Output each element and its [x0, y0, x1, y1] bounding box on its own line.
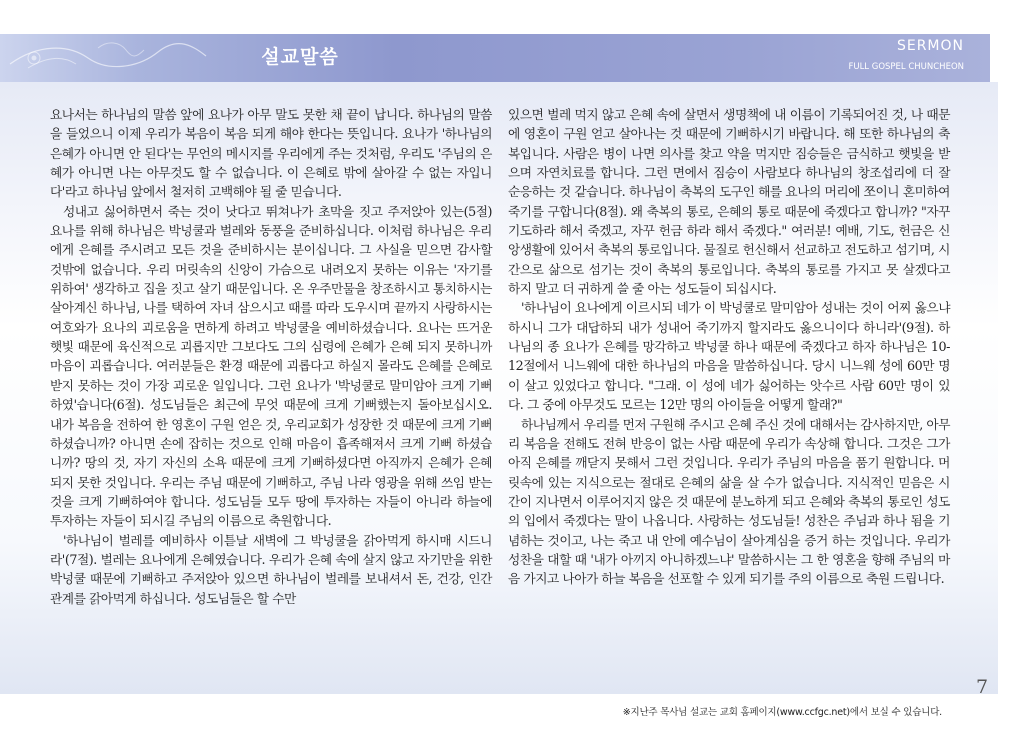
left-column [50, 105, 492, 608]
swirl-ornament-icon [8, 38, 208, 78]
right-column [508, 105, 950, 589]
page-header [0, 34, 990, 82]
page-number: 7 [976, 676, 989, 698]
footer-note: ※지난주 목사님 설교는 교회 홈페이지(www.ccfgc.net)에서 보실 수 있습니다. [622, 707, 942, 718]
page-title: 설교말씀 [261, 46, 339, 68]
paragraph: '하나님이 요나에게 이르시되 네가 이 박넝쿨로 말미암아 성내는 것이 어찌 옳으냐 하시니 그가 대답하되 내가 성내어 죽기까지 할지라도 옳으니이다 하니라'(9절). 하나님의 종 요나가 은혜를 망각하고 박넝쿨 하나 때문에 죽겠다고 하자 하나님은 10-12절에서 니느웨에 대한 하나님의 마음을 말씀하십니다. 당시 니느웨 성에 60만 명이 살고 있었다고 합니다. "그래. 이 성에 네가 싫어하는 앗수르 사람 60만 명이 있다. 그 중에 아무것도 모르는 12만 명의 아이들을 어떻게 할래?" [508, 300, 950, 413]
paragraph: 성내고 싫어하면서 죽는 것이 낫다고 뛰쳐나가 초막을 짓고 주저앉아 있는(5절) 요나를 위해 하나님은 박넝쿨과 벌레와 동풍을 준비하십니다. 이처럼 하나님은 우리에게 은혜를 주시려고 모든 것을 준비하시는 분이십니다. 그 사실을 믿으면 감사할 것밖에 없습니다. 우리 머릿속의 신앙이 가슴으로 내려오지 못하는 이유는 '자기를 위하여' 생각하고 집을 짓고 살기 때문입니다. 온 우주만물을 창조하시고 통치하시는 살아계신 하나님, 나를 택하여 자녀 삼으시고 때를 따라 도우시며 끝까지 사랑하시는 여호와가 요나의 괴로움을 면하게 하려고 박넝쿨을 예비하셨습니다. 요나는 뜨거운 햇빛 때문에 육신적으로 괴롭지만 그보다도 그의 심령에 은혜가 은혜 되지 못하니까 마음이 괴롭습니다. 여러분들은 환경 때문에 괴롭다고 하실지 몰라도 은혜를 은혜로 받지 못하는 것이 가장 괴로운 일입니다. 그런 요나가 '박넝쿨로 말미암아 크게 기뻐하였'습니다(6절). 성도님들은 최근에 무엇 때문에 크게 기뻐했는지 돌아보십시오. 내가 복음을 전하여 한 영혼이 구원 얻은 것, 우리교회가 성장한 것 때문에 크게 기뻐하셨습니까? 아니면 손에 잡히는 것으로 인해 마음이 흡족해져서 크게 기뻐 하셨습니까? 땅의 것, 자기 자신의 소욕 때문에 크게 기뻐하셨다면 아직까지 은혜가 은혜 되지 못한 것입니다. 우리는 주님 때문에 기뻐하고, 주님 나라 영광을 위해 쓰임 받는 것을 크게 기뻐하여야 합니다. 성도님들 모두 땅에 투자하는 자들이 아니라 하늘에 투자하는 자들이 되시길 주님의 이름으로 축원합니다. [50, 203, 492, 529]
paragraph: '하나님이 벌레를 예비하사 이튿날 새벽에 그 박넝쿨을 갉아먹게 하시매 시드니라'(7절). 벌레는 요나에게 은혜였습니다. 우리가 은혜 속에 살지 않고 자기만을 위한 박넝쿨 때문에 기뻐하고 주저앉아 있으면 하나님이 벌레를 보내셔서 돈, 건강, 인간관계를 갉아먹게 하십니다. 성도님들은 할 수만 [50, 532, 492, 606]
church-name: FULL GOSPEL CHUNCHEON [848, 62, 964, 72]
paragraph: 요나서는 하나님의 말씀 앞에 요나가 아무 말도 못한 채 끝이 납니다. 하나님의 말씀을 들었으니 이제 우리가 복음이 복음 되게 해야 한다는 뜻입니다. 요나가 '하나님의 은혜가 아니면 안 된다'는 무언의 메시지를 우리에게 주는 것처럼, 우리도 '주님의 은혜가 아니면 나는 아무것도 할 수 없습니다. 이 은혜로 밖에 살아갈 수 없는 자입니다'라고 하나님 앞에서 철저히 고백해야 될 줄 믿습니다. [50, 107, 492, 200]
paragraph: 있으면 벌레 먹지 않고 은혜 속에 살면서 생명책에 내 이름이 기록되어진 것, 나 때문에 영혼이 구원 얻고 살아나는 것 때문에 기뻐하시기 바랍니다. 해 또한 하나님의 축복입니다. 사람은 병이 나면 의사를 찾고 약을 먹지만 짐승들은 금식하고 햇빛을 받으며 자연치료를 합니다. 그런 면에서 짐승이 사람보다 하나님의 창조섭리에 더 잘 순응하는 것 같습니다. 하나님이 축복의 도구인 해를 요나의 머리에 쪼이니 혼미하여 죽기를 구합니다(8절). 왜 축복의 통로, 은혜의 통로 때문에 죽겠다고 합니까? "자꾸 기도하라 해서 죽겠고, 자꾸 헌금 하라 해서 죽겠다." 여러분! 예배, 기도, 헌금은 신앙생활에 있어서 축복의 통로입니다. 물질로 헌신해서 선교하고 전도하고 섬기며, 시간으로 삶으로 섬기는 것이 축복의 통로입니다. 축복의 통로를 가지고 못 살겠다고 하지 말고 더 귀하게 쓸 줄 아는 성도들이 되십시다. [508, 107, 950, 297]
section-label: SERMON [896, 38, 964, 54]
paragraph: 하나님께서 우리를 먼저 구원해 주시고 은혜 주신 것에 대해서는 감사하지만, 아무리 복음을 전해도 전혀 반응이 없는 사람 때문에 우리가 속상해 합니다. 그것은 그가 아직 은혜를 깨닫지 못해서 그런 것입니다. 우리가 주님의 마음을 품기 원합니다. 머릿속에 있는 지식으로는 절대로 은혜의 삶을 살 수가 없습니다. 지식적인 믿음은 시간이 지나면서 이루어지지 않은 것 때문에 분노하게 되고 은혜와 축복의 통로인 성도의 입에서 죽겠다는 말이 나옵니다. 사랑하는 성도님들! 성찬은 주님과 하나 됨을 기념하는 것이고, 나는 죽고 내 안에 예수님이 살아계심을 증거 하는 것입니다. 우리가 성찬을 대할 때 '내가 아끼지 아니하겠느냐' 말씀하시는 그 한 영혼을 향해 주님의 마음 가지고 나아가 하늘 복음을 선포할 수 있게 되기를 주의 이름으로 축원 드립니다. [508, 416, 951, 587]
